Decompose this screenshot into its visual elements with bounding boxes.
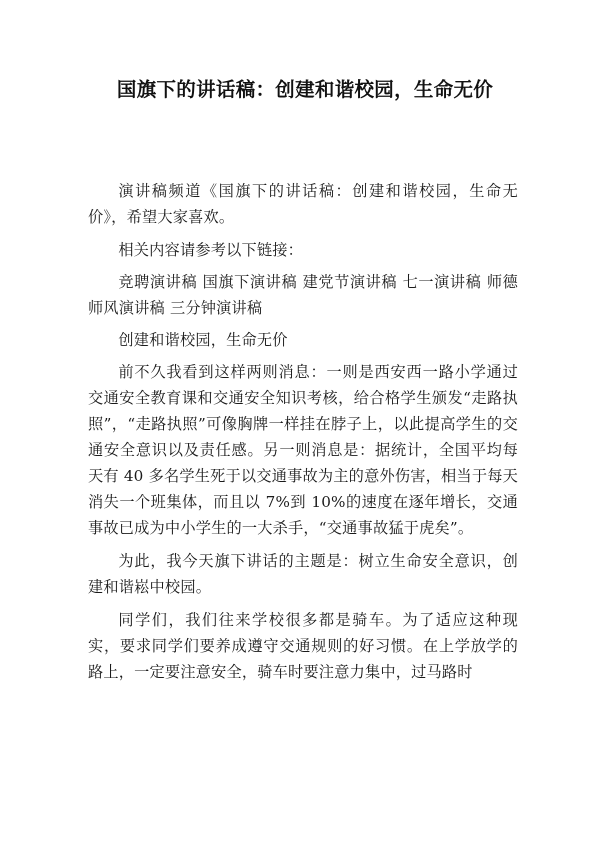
body-paragraph: 为此，我今天旗下讲话的主题是：树立生命安全意识，创建和谐崧中校园。: [88, 552, 518, 596]
body-paragraph: 同学们，我们往来学校很多都是骑车。为了适应这种现实，要求同学们要养成遵守交通规则的好习惯。在上学放学的路上，一定要注意安全，骑车时要注意力集中，过马路时: [88, 611, 518, 681]
document-title: 国旗下的讲话稿：创建和谐校园，生命无价: [116, 78, 494, 101]
intro-paragraph: 演讲稿频道《国旗下的讲话稿：创建和谐校园，生命无价》，希望大家喜欢。: [88, 182, 518, 226]
related-links[interactable]: 竞聘演讲稿 国旗下演讲稿 建党节演讲稿 七一演讲稿 师德师风演讲稿 三分钟演讲稿: [88, 273, 518, 317]
body-paragraph: 前不久我看到这样两则消息：一则是西安西一路小学通过交通安全教育课和交通安全知识考核，给合格学生颁发“走路执照”，“走路执照”可像胸牌一样挂在脖子上，以此提高学生的交通安全意识以及责任感。另一则消息是：据统计，全国平均每天有 40 多名学生死于以交通事故为主的意外伤害，相当于每天消失一个班集体，而且以 7%到 10%的速度在逐年增长，交通事故已成为中小学生的一大杀手，“交通事故猛于虎矣”。: [88, 363, 518, 537]
links-heading: 相关内容请参考以下链接：: [118, 241, 304, 259]
document-body: [88, 178, 518, 692]
section-heading: 创建和谐校园，生命无价: [118, 331, 288, 349]
